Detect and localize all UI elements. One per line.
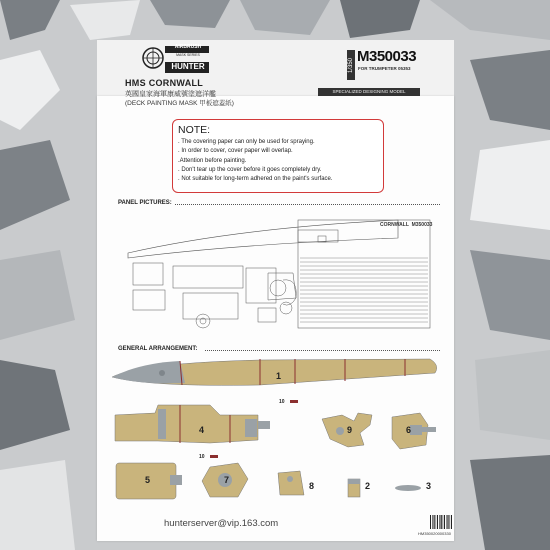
scale-badge: 1/350 xyxy=(347,50,355,80)
part-label-4: 4 xyxy=(199,425,205,435)
scale-mark-a: 10 xyxy=(279,399,285,405)
logo-text-main: HUNTER xyxy=(171,62,205,71)
part-4 xyxy=(115,405,258,443)
note-item: . The covering paper can only be used for spraying. xyxy=(178,139,315,145)
note-list xyxy=(178,138,333,184)
part-8 xyxy=(278,471,304,495)
panel-stripes xyxy=(300,258,428,322)
scale-mark-b: 10 xyxy=(199,454,205,460)
part-label-8: 8 xyxy=(309,481,315,491)
spec-banner: SPECIALIZED DESIGNING MODEL xyxy=(318,88,420,96)
section-panel-pictures: PANEL PICTURES: xyxy=(118,200,172,206)
part-label-3: 3 xyxy=(426,481,432,491)
note-heading: NOTE: xyxy=(178,124,211,136)
section-divider xyxy=(205,350,440,351)
part-3 xyxy=(395,485,421,491)
note-item: .Attention before painting. xyxy=(178,157,247,164)
product-title-cn: 英國皇家海軍康威號塗遮洋艦 xyxy=(125,91,216,98)
part-1-bow-grey xyxy=(112,361,185,383)
barcode-icon xyxy=(430,515,452,529)
part-label-9: 9 xyxy=(347,425,353,435)
product-title: HMS CORNWALL xyxy=(125,78,204,88)
section-divider xyxy=(175,204,440,205)
product-subtitle: (DECK PAINTING MASK 甲板遮蓋紙) xyxy=(125,100,234,107)
panel-label: CORNWALL M350033 xyxy=(380,222,433,228)
note-item: . Not suitable for long-term adhered on the paint's surface. xyxy=(178,176,333,183)
product-code-sub: FOR TRUMPETER 05353 xyxy=(358,66,411,71)
part-label-2: 2 xyxy=(365,481,371,491)
logo-text-mid: MASK SERIES xyxy=(176,53,200,57)
part-label-1: 1 xyxy=(276,371,282,381)
part-label-7: 7 xyxy=(224,475,230,485)
note-box xyxy=(172,119,384,193)
logo-text-top: AIRBRUSH xyxy=(174,44,202,50)
part-label-6: 6 xyxy=(406,425,412,435)
section-general-arrangement: GENERAL ARRANGEMENT: xyxy=(118,346,198,352)
product-code: M350033 xyxy=(357,48,417,65)
barcode-number: HM350020000330 xyxy=(418,531,451,536)
part-label-5: 5 xyxy=(145,475,151,485)
note-item: . Don't tear up the cover before it goes completely dry. xyxy=(178,166,322,173)
note-item: . In order to cover, cover paper will overlap. xyxy=(178,148,293,155)
contact-email: hunterserver@vip.163.com xyxy=(164,518,279,529)
